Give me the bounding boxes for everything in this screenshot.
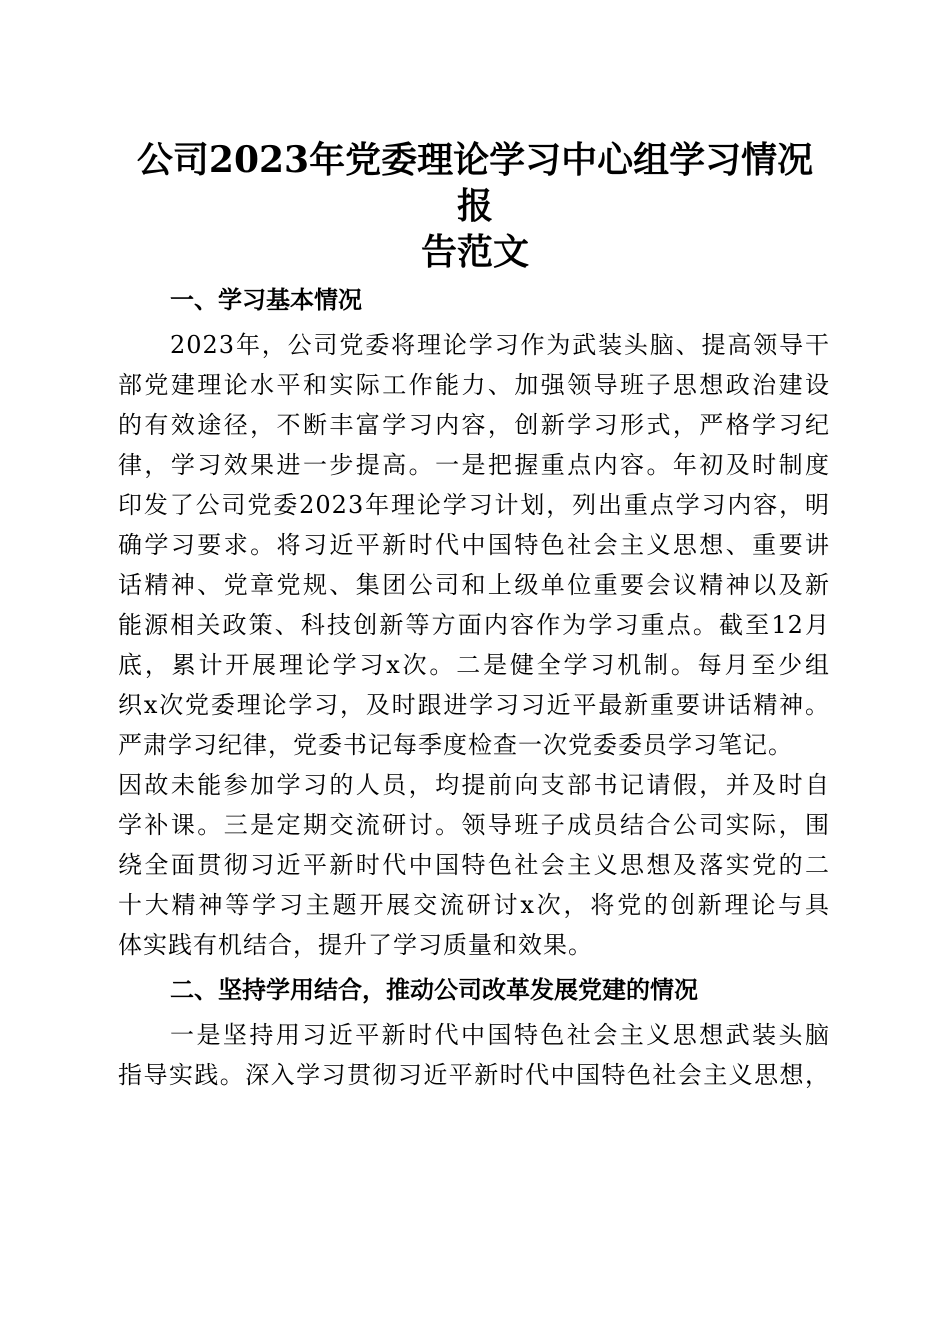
section-1-line-1: 2023年，公司党委将理论学习作为武装头脑、提高领导干 (170, 331, 830, 359)
section-1-line-9: 底，累计开展理论学习x次。二是健全学习机制。每月至少组 (118, 651, 830, 679)
section-1-line-5: 印发了公司党委2023年理论学习计划，列出重点学习内容，明 (118, 491, 830, 519)
section-2-line-2: 指导实践。深入学习贯彻习近平新时代中国特色社会主义思想， (118, 1061, 830, 1089)
section-1-line-10: 织x次党委理论学习，及时跟进学习习近平最新重要讲话精神。 (118, 691, 830, 719)
section-1-line-13: 学补课。三是定期交流研讨。领导班子成员结合公司实际，围 (118, 811, 830, 839)
section-1-line-3: 的有效途径，不断丰富学习内容，创新学习形式，严格学习纪 (118, 411, 830, 439)
section-1-line-7: 话精神、党章党规、集团公司和上级单位重要会议精神以及新 (118, 571, 830, 599)
section-1-line-4: 律，学习效果进一步提高。一是把握重点内容。年初及时制度 (118, 451, 830, 479)
section-2-heading: 二、坚持学用结合，推动公司改革发展党建的情况 (170, 976, 698, 1004)
section-1-line-8: 能源相关政策、科技创新等方面内容作为学习重点。截至12月 (118, 611, 830, 639)
section-1-line-14: 绕全面贯彻习近平新时代中国特色社会主义思想及落实党的二 (118, 851, 830, 879)
section-1-line-11: 严肃学习纪律，党委书记每季度检查一次党委委员学习笔记。 (118, 731, 793, 759)
section-1-line-12: 因故未能参加学习的人员，均提前向支部书记请假，并及时自 (118, 771, 830, 799)
section-1-line-6: 确学习要求。将习近平新时代中国特色社会主义思想、重要讲 (118, 531, 830, 559)
section-2-line-1: 一是坚持用习近平新时代中国特色社会主义思想武装头脑 (170, 1021, 830, 1049)
title-line-2: 告范文 (420, 231, 529, 273)
section-1-line-2: 部党建理论水平和实际工作能力、加强领导班子思想政治建设 (118, 371, 830, 399)
section-1-line-16: 体实践有机结合，提升了学习质量和效果。 (118, 931, 593, 959)
section-1-heading: 一、学习基本情况 (170, 286, 362, 314)
document-body (118, 280, 830, 1095)
title-line-1: 公司2023年党委理论学习中心组学习情况报 (136, 139, 814, 227)
section-1-line-15: 十大精神等学习主题开展交流研讨x次，将党的创新理论与具 (118, 891, 830, 919)
document-title (120, 137, 830, 275)
